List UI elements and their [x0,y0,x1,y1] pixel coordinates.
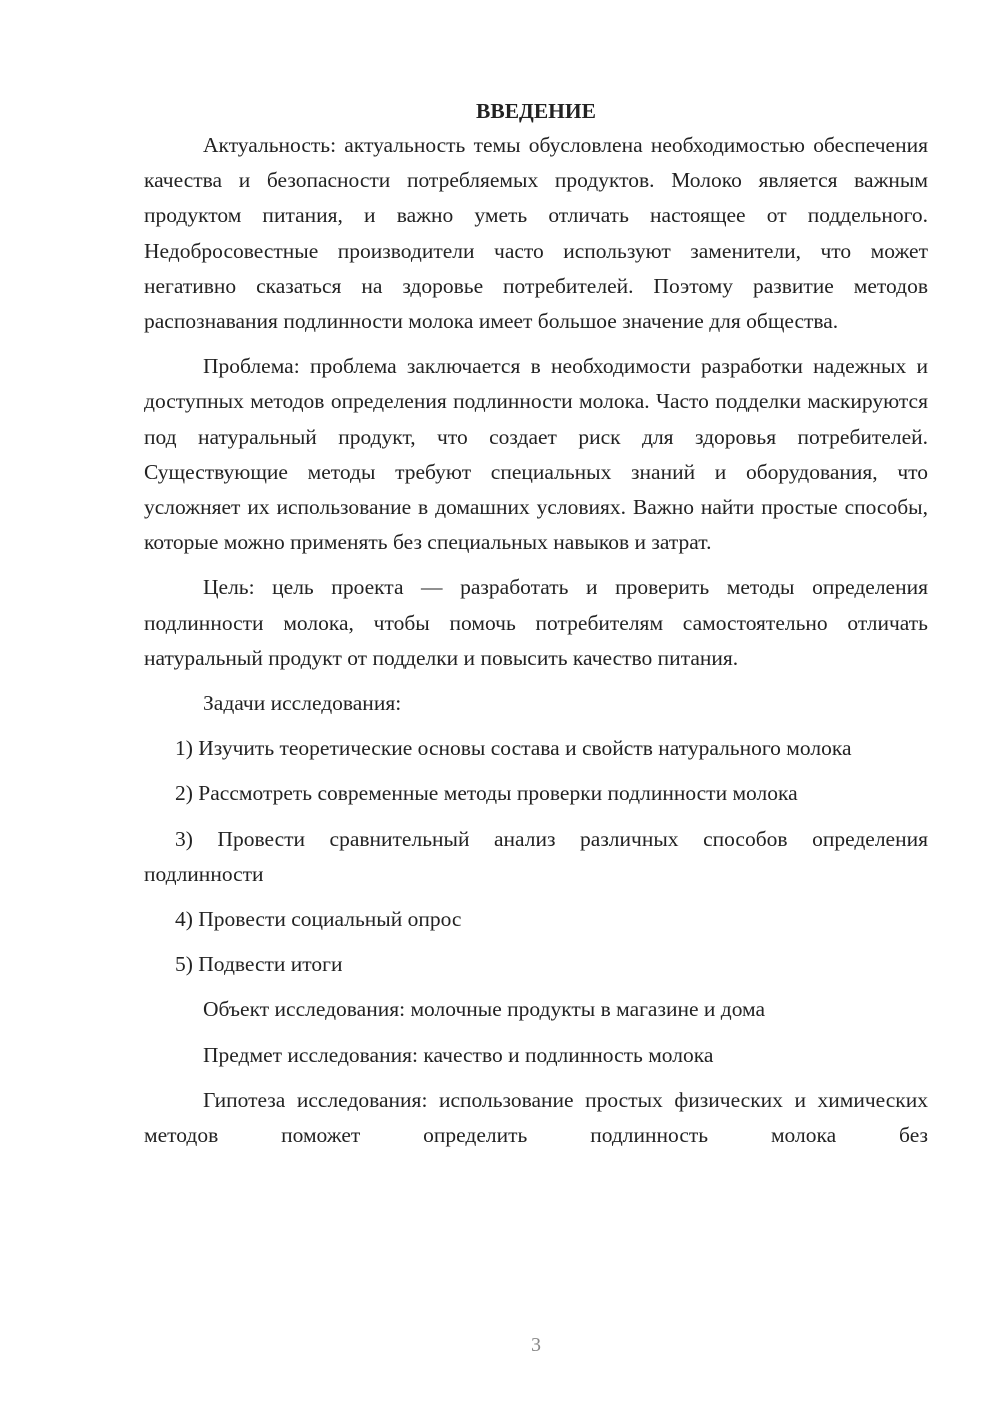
hypothesis-paragraph: Гипотеза исследования: использование простых физических и химических методов поможет определить подлинность молока без [144,1087,928,1148]
research-subject: Предмет исследования: качество и подлинность молока [203,1042,714,1067]
tasks-heading: Задачи исследования: [203,691,402,716]
task-item-4: 4) Провести социальный опрос [175,907,462,932]
page-content [144,96,928,1153]
goal-paragraph: Цель: цель проекта — разработать и проверить методы определения подлинности молока, чтобы помочь потребителям самостоятельно отличать натуральный продукт от подделки и повысить качество питания. [144,575,928,670]
task-item-2: 2) Рассмотреть современные методы проверки подлинности молока [175,781,798,806]
problem-paragraph: Проблема: проблема заключается в необходимости разработки надежных и доступных методов определения подлинности молока. Часто подделки маскируются под натуральный продукт, что создает риск для здоровья потребителей. Существующие методы требуют специальных знаний и оборудования, что усложняет их использование в домашних условиях. Важно найти простые способы, которые можно применять без специальных навыков и затрат. [144,354,928,555]
page-number: 3 [531,1334,541,1356]
task-item-1: 1) Изучить теоретические основы состава и свойств натурального молока [175,736,852,761]
task-item-3: 3) Провести сравнительный анализ различных способов определения подлинности [144,826,928,886]
research-object: Объект исследования: молочные продукты в магазине и дома [203,997,766,1022]
task-item-5: 5) Подвести итоги [175,952,343,977]
section-title: ВВЕДЕНИЕ [476,99,596,123]
relevance-paragraph: Актуальность: актуальность темы обусловлена необходимостью обеспечения качества и безопасности потребляемых продуктов. Молоко является важным продуктом питания, и важно уметь отличать настоящее от поддельного. Недобросовестные производители часто используют заменители, что может негативно сказаться на здоровье потребителей. Поэтому развитие методов распознавания подлинности молока имеет большое значение для общества. [144,133,928,334]
